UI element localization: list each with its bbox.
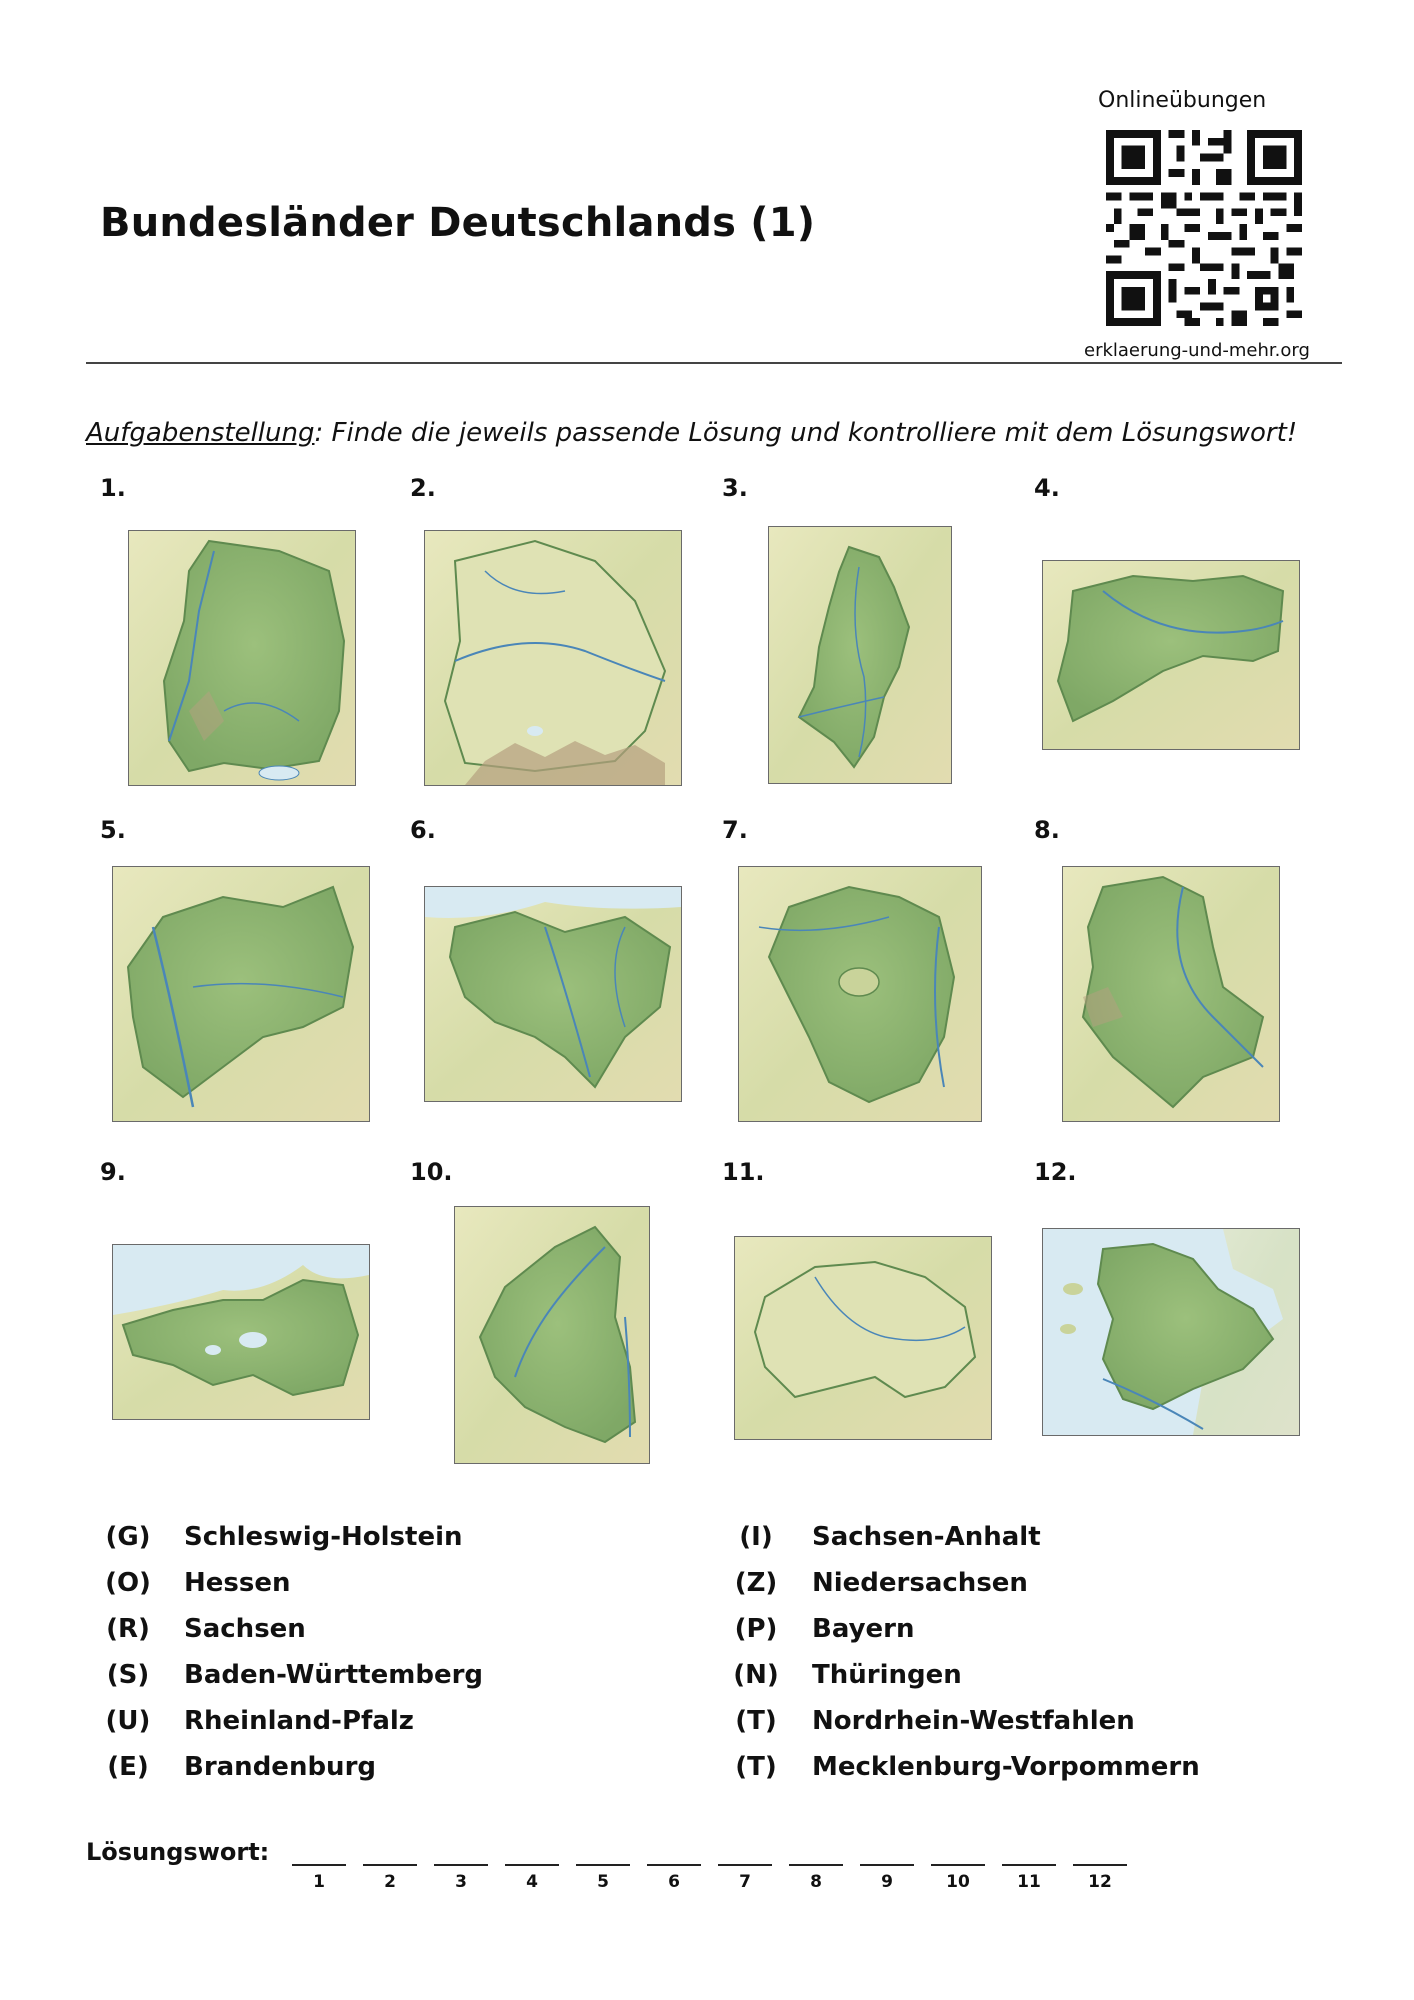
map-bayern xyxy=(424,530,682,786)
solution-blank[interactable] xyxy=(363,1864,417,1866)
map-number-8: 8. xyxy=(1034,816,1060,844)
instruction-text: : Finde die jeweils passende Lösung und kontrolliere mit dem Lösungswort! xyxy=(314,418,1298,448)
map-sachsen xyxy=(1042,560,1300,750)
page-title: Bundesländer Deutschlands (1) xyxy=(100,200,816,246)
map-thueringen xyxy=(734,1236,992,1440)
solution-blank[interactable] xyxy=(434,1864,488,1866)
map-number-2: 2. xyxy=(410,474,436,502)
legend-letter: (E) xyxy=(107,1752,149,1782)
instruction xyxy=(86,418,1297,448)
legend-letter: (Z) xyxy=(734,1568,778,1598)
legend-state-name: Mecklenburg-Vorpommern xyxy=(812,1752,1200,1782)
solution-blank[interactable] xyxy=(860,1864,914,1866)
solution-slot-number: 4 xyxy=(526,1872,538,1892)
solution-blank[interactable] xyxy=(931,1864,985,1866)
map-hessen xyxy=(768,526,952,784)
legend-state-name: Sachsen xyxy=(184,1614,306,1644)
solution-slot-number: 8 xyxy=(810,1872,822,1892)
map-number-5: 5. xyxy=(100,816,126,844)
legend-letter: (S) xyxy=(106,1660,150,1690)
map-number-3: 3. xyxy=(722,474,748,502)
map-sachsen-anhalt xyxy=(1062,866,1280,1122)
solution-blank[interactable] xyxy=(505,1864,559,1866)
legend-letter: (P) xyxy=(734,1614,778,1644)
map-number-6: 6. xyxy=(410,816,436,844)
solution-blank[interactable] xyxy=(576,1864,630,1866)
solution-blank[interactable] xyxy=(1002,1864,1056,1866)
legend-letter: (T) xyxy=(735,1752,777,1782)
solution-slot-number: 3 xyxy=(455,1872,467,1892)
map-nordrhein-westfalen xyxy=(112,866,370,1122)
site-url: erklaerung-und-mehr.org xyxy=(1084,340,1310,361)
map-number-9: 9. xyxy=(100,1158,126,1186)
legend-letter: (R) xyxy=(106,1614,150,1644)
solution-slot-number: 1 xyxy=(313,1872,325,1892)
map-number-10: 10. xyxy=(410,1158,453,1186)
map-schleswig-holstein xyxy=(1042,1228,1300,1436)
map-brandenburg xyxy=(738,866,982,1122)
legend-letter: (G) xyxy=(105,1522,151,1552)
legend-state-name: Brandenburg xyxy=(184,1752,377,1782)
legend-state-name: Thüringen xyxy=(812,1660,962,1690)
solution-blank[interactable] xyxy=(1073,1864,1127,1866)
map-number-12: 12. xyxy=(1034,1158,1077,1186)
map-baden-wuerttemberg xyxy=(128,530,356,786)
legend-letter: (U) xyxy=(105,1706,151,1736)
solution-slot-number: 5 xyxy=(597,1872,609,1892)
map-number-7: 7. xyxy=(722,816,748,844)
solution-blank[interactable] xyxy=(292,1864,346,1866)
online-exercises-label: Onlineübungen xyxy=(1098,88,1267,113)
map-number-11: 11. xyxy=(722,1158,765,1186)
solution-slot-number: 6 xyxy=(668,1872,680,1892)
legend-state-name: Hessen xyxy=(184,1568,291,1598)
instruction-label: Aufgabenstellung xyxy=(86,418,315,448)
qr-code-icon[interactable] xyxy=(1106,130,1302,326)
legend-state-name: Bayern xyxy=(812,1614,915,1644)
legend-state-name: Niedersachsen xyxy=(812,1568,1028,1598)
solution-slot-number: 9 xyxy=(881,1872,893,1892)
map-number-1: 1. xyxy=(100,474,126,502)
legend-state-name: Rheinland-Pfalz xyxy=(184,1706,414,1736)
map-mecklenburg-vorpommern xyxy=(112,1244,370,1420)
solution-slot-number: 7 xyxy=(739,1872,751,1892)
solution-slot-number: 11 xyxy=(1017,1872,1041,1892)
solution-blank[interactable] xyxy=(718,1864,772,1866)
solution-slot-number: 2 xyxy=(384,1872,396,1892)
legend-state-name: Sachsen-Anhalt xyxy=(812,1522,1041,1552)
map-number-4: 4. xyxy=(1034,474,1060,502)
solution-slot-number: 10 xyxy=(946,1872,970,1892)
legend-state-name: Nordrhein-Westfahlen xyxy=(812,1706,1135,1736)
header-divider xyxy=(86,362,1342,364)
solution-slot-number: 12 xyxy=(1088,1872,1112,1892)
legend-state-name: Schleswig-Holstein xyxy=(184,1522,463,1552)
solution-blank[interactable] xyxy=(647,1864,701,1866)
legend-letter: (N) xyxy=(733,1660,779,1690)
map-niedersachsen xyxy=(424,886,682,1102)
legend-letter: (T) xyxy=(735,1706,777,1736)
solution-word-label: Lösungswort: xyxy=(86,1838,270,1866)
legend-letter: (I) xyxy=(739,1522,773,1552)
legend-letter: (O) xyxy=(105,1568,151,1598)
map-rheinland-pfalz xyxy=(454,1206,650,1464)
legend-state-name: Baden-Württemberg xyxy=(184,1660,484,1690)
solution-blank[interactable] xyxy=(789,1864,843,1866)
